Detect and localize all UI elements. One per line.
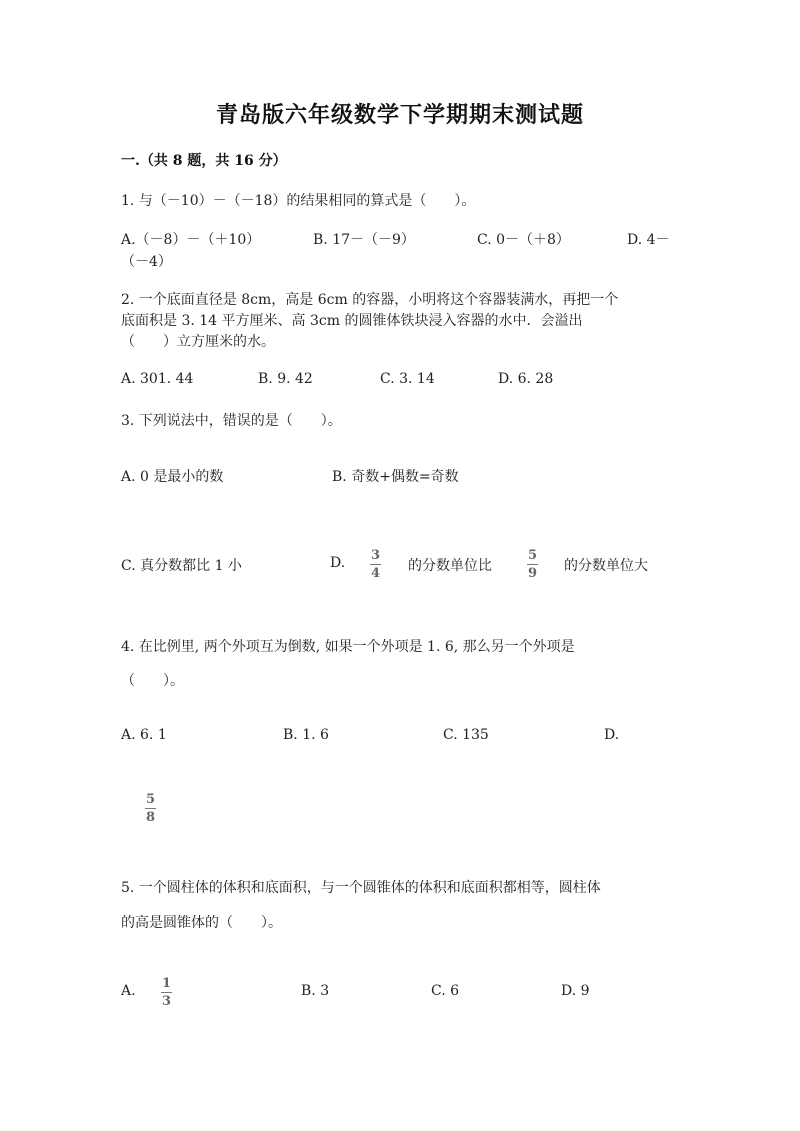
question-4-option-d: D. [604, 727, 620, 743]
question-3-option-d-label: D. [330, 555, 346, 571]
question-3-option-b: B. 奇数+偶数=奇数 [332, 469, 459, 485]
page-title: 青岛版六年级数学下学期期末测试题 [215, 102, 584, 128]
question-2-option-b: B. 9. 42 [258, 371, 313, 387]
fraction-numerator: 5 [527, 548, 538, 563]
question-2-option-a: A. 301. 44 [121, 371, 194, 387]
question-4-stem-line-1: 4. 在比例里, 两个外项互为倒数, 如果一个外项是 1. 6, 那么另一个外项是 [121, 639, 575, 655]
fraction-bar [370, 564, 381, 565]
fraction-numerator: 3 [370, 548, 381, 563]
question-2-option-c: C. 3. 14 [380, 371, 435, 387]
question-3-stem: 3. 下列说法中，错误的是（ ）。 [121, 413, 342, 429]
question-1-option-d-continued: （－4） [121, 254, 172, 270]
question-1-stem: 1. 与（－10）－（－18）的结果相同的算式是（ ）。 [121, 193, 476, 209]
fraction-denominator: 4 [370, 566, 381, 581]
question-4-option-c: C. 135 [443, 727, 489, 743]
question-5-option-c: C. 6 [431, 983, 460, 999]
fraction-numerator: 1 [161, 976, 172, 991]
fraction-denominator: 9 [527, 566, 538, 581]
question-1-option-a: A.（－8）－（＋10） [121, 232, 261, 248]
question-5-option-d: D. 9 [561, 983, 590, 999]
question-2-stem-line-2: 底面积是 3. 14 平方厘米、高 3cm 的圆锥体铁块浸入容器的水中．会溢出 [121, 313, 583, 329]
question-1-option-d: D. 4－ [627, 232, 670, 248]
fraction-five-ninths [527, 548, 538, 581]
fraction-three-fourths [370, 548, 381, 581]
section-heading: 一.（共 8 题，共 16 分） [121, 153, 287, 169]
fraction-bar [527, 564, 538, 565]
question-5-option-b: B. 3 [301, 983, 330, 999]
fraction-bar [145, 808, 156, 809]
fraction-bar [161, 992, 172, 993]
question-2-option-d: D. 6. 28 [498, 371, 554, 387]
question-4-option-b: B. 1. 6 [283, 727, 329, 743]
question-1-option-b: B. 17－（－9） [313, 232, 415, 248]
question-4-stem-line-2: （ ）。 [121, 673, 184, 689]
question-2-stem-line-3: （ ）立方厘米的水。 [121, 334, 275, 350]
question-4-option-a: A. 6. 1 [121, 727, 167, 743]
question-3-option-d-end: 的分数单位大 [564, 558, 648, 574]
fraction-denominator: 8 [145, 810, 156, 825]
question-3-option-a: A. 0 是最小的数 [121, 469, 224, 485]
question-3-option-c: C. 真分数都比 1 小 [121, 558, 242, 574]
fraction-one-third [161, 976, 172, 1009]
question-3-option-d-middle: 的分数单位比 [408, 558, 492, 574]
question-5-option-a-label: A. [121, 983, 136, 999]
fraction-five-eighths [145, 792, 156, 825]
question-5-stem-line-2: 的高是圆锥体的（ ）。 [121, 915, 282, 931]
fraction-denominator: 3 [161, 994, 172, 1009]
question-5-stem-line-1: 5. 一个圆柱体的体积和底面积，与一个圆锥体的体积和底面积都相等，圆柱体 [121, 880, 601, 896]
question-2-stem-line-1: 2. 一个底面直径是 8cm，高是 6cm 的容器，小明将这个容器装满水，再把一个 [121, 292, 619, 308]
fraction-numerator: 5 [145, 792, 156, 807]
question-1-option-c: C. 0－（＋8） [477, 232, 570, 248]
